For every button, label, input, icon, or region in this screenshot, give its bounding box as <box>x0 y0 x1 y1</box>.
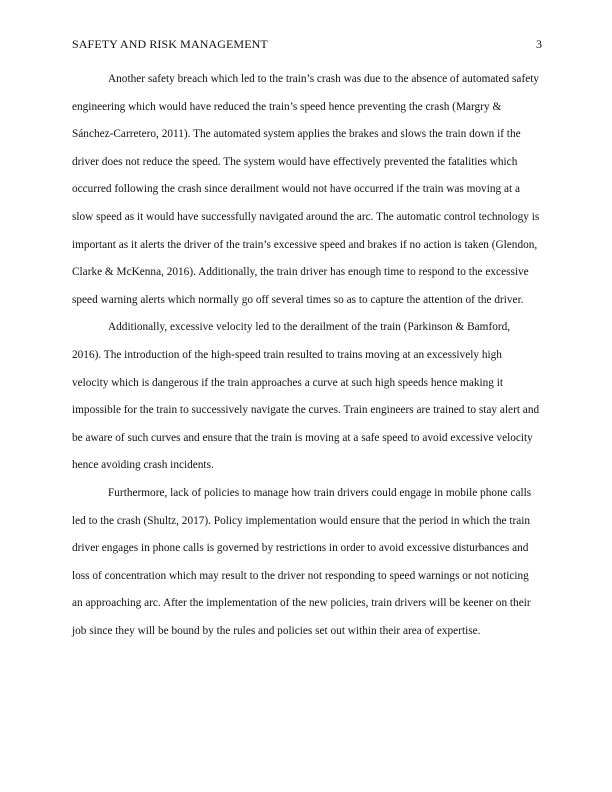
paragraph: Another safety breach which led to the train’s crash was due to the absence of automated safety engineering which would have reduced the train’s speed hence preventing the crash (Margry & Sánchez-Carretero, 2011). The automated system applies the brakes and slows the train down if the driver does not reduce the speed. The system would have effectively prevented the fatalities which occurred following the crash since derailment would not have occurred if the train was moving at a slow speed as it would have successfully navigated around the arc. The automatic control technology is important as it alerts the driver of the train’s excessive speed and brakes if no action is taken (Glendon, Clarke & McKenna, 2016). Additionally, the train driver has enough time to respond to the excessive speed warning alerts which normally go off several times so as to capture the attention of the driver. <box>72 73 540 306</box>
body-text <box>72 66 540 645</box>
paragraph: Furthermore, lack of policies to manage how train drivers could engage in mobile phone calls led to the crash (Shultz, 2017). Policy implementation would ensure that the period in which the train driver engages in phone calls is governed by restrictions in order to avoid excessive disturbances and loss of concentration which may result to the driver not responding to speed warnings or not noticing an approaching arc. After the implementation of the new policies, train drivers will be keener on their job since they will be bound by the rules and policies set out within their area of expertise. <box>72 486 532 637</box>
page-number: 3 <box>536 37 542 51</box>
running-head: SAFETY AND RISK MANAGEMENT <box>72 37 268 51</box>
paragraph: Additionally, excessive velocity led to the derailment of the train (Parkinson & Bamford, 2016). The introduction of the high-speed train resulted to trains moving at an excessively high velocity which is dangerous if the train approaches a curve at such high speeds hence making it impossible for the train to successively navigate the curves. Train engineers are trained to stay alert and be aware of such curves and ensure that the train is moving at a safe speed to avoid excessive velocity hence avoiding crash incidents. <box>72 321 540 472</box>
